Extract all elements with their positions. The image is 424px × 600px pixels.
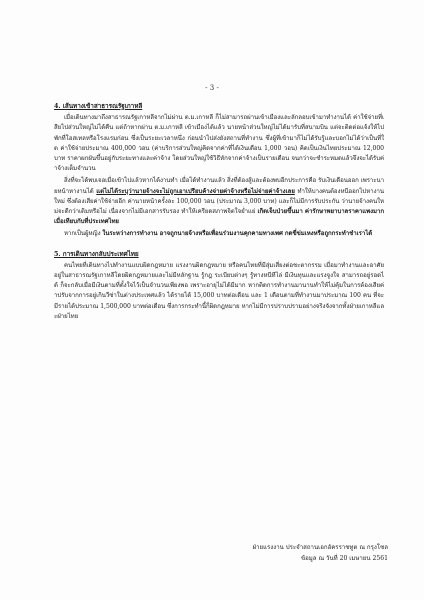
section-4-p2-text-after: ทำให้บางคนต้องหนีออกไปหางานใหม่ ซึ่งต้องเสียค่าใช้จ่ายอีก ค่านายหน้าครั้งละ 100,000 วอน (ประมาณ 3,000 บาท) และก็ไม่มีการรับประกัน ว่านายจ้างคนใหม่จะดีกว่าเดิมหรือไม่ เนื่องจากไม่มีเอกสารรับรอง ทำให้เครียดสภาพจิตใจย่ำแย่ [54, 187, 384, 216]
signature-organization: ฝ่ายแรงงาน ประจำสถานเอกอัครราชทูต ณ กรุงโซล [252, 544, 388, 551]
section-4-p2-emphasis: แต่ไม่ได้ระบุว่านายจ้างจะไม่ถูกเอาเปรียบค้างจ่ายค่าจ้างหรือไม่จ่ายค่าจ้างเลย [96, 187, 295, 195]
section-4-p3-emphasis: ในระหว่างการทำงาน อาจถูกนายจ้างหรือเพื่อนร่วมงานคุกคามทางเพศ กดขี่ข่มเหงหรือถูกกระทำชำเราได้ [102, 230, 373, 238]
section-5-paragraph-1: คนไทยที่เดินทางไปทำงานแบบผิดกฎหมาย แรงงานผิดกฎหมาย หรือคนไทยที่มีสุ่มเสี่ยงต่อชะตากรรม เมื่อมาทำงานและอาศัยอยู่ในสาธารณรัฐเกาหลีโดยผิดกฎหมายและไม่มีหลักฐาน รู้กฎ ระเบียบต่างๆ รู้ทางหนีทีไล่ มีเงินทุนและแรงจูงใจ สามารถอยู่รอดได้ ก็จะกลับเมื่อมีเงินตามที่ตั้งใจไว้เป็นจำนวนเพียงพอ เพราะอายุไม่ได้มีมาก หากติดการทำงานมานานทำให้ไม่คุ้มในการต้องเสียค่าปรับจากการอยู่เกินวีซ่าในต่างประเทศแล้ว ได้รายได้ 15,000 บาทต่อเดือน และ 1 เดือนตามที่ทำงานมาประมาณ 100 คน ที่จะมีรายได้ประมาณ 1,500,000 บาทต่อเดือน ซึ่งการกระทำนี้ก็ผิดกฎหมาย หากไม่มีการปราบปรามอย่างจริงจังจากทั้งฝ่ายเกาหลีและฝ่ายไทย [54, 261, 384, 320]
section-4-paragraph-3 [54, 229, 384, 239]
signature-date: ข้อมูล ณ วันที่ 20 เมษายน 2561 [300, 555, 388, 562]
page-number: - 3 - [205, 84, 219, 92]
section-4-p2-emphasis-2: เกิดเจ็บป่วยขึ้นมา ค่ารักษาพยาบาลราคาแพงมากเมื่อเทียบกับที่ประเทศไทย [54, 208, 384, 226]
section-4-paragraph-2 [54, 176, 384, 227]
section-5-heading: 5. การเดินทางกลับประเทศไทย [54, 249, 139, 258]
document-body [54, 100, 384, 324]
section-4-p2-text-before: สิ่งที่จะได้พบเจอเมื่อเข้าไปแล้วหากได้งานทำ เมื่อได้ทำงานแล้ว สิ่งที่ต้องสู้และต้องพบอีกประการคือ รับเงินเดือนออก เพราะนายหน้าหางานได้ [54, 177, 384, 195]
section-4-paragraph-1: เมื่อเดินทางมาถึงสาธารณรัฐเกาหลีจากไม่ผ่าน ต.ม.เกาหลี ก็ไม่สามารถผ่านเข้าเมืองและลักลอบเข้ามาทำงานได้ ค่าใช้จ่ายที่เสียไปส่วนใหญ่ไม่ได้คืน แต่ถ้าหากผ่าน ต.ม.เกาหลี เข้าเมืองได้แล้ว นายหน้าส่วนใหญ่ไม่ได้มารับที่สนามบิน แต่จะติดต่อแจ้งให้ไปพักที่โฮสเทลหรือโรงแรมก่อน ซึ่งเป็นระยะเวลาหนึ่ง ก่อนนำไปส่งยังสถานที่ทำงาน ซึ่งผู้ที่เข้ามาก็ไม่ได้รับรู้และบอกไม่ได้ว่าเป็นที่ใด ค่าใช้จ่ายประมาณ 400,000 วอน (ค่าบริการส่วนใหญ่คิดจากค่าที่ได้เงินเดือน 1,000 วอน) คิดเป็นเงินไทยประมาณ 12,000 บาท ราคาผกผันขึ้นอยู่กับระยะทางและค่าจ้าง โดยส่วนใหญ่ใช้วิธีหักจากค่าจ้างเป็นรายเดือน จนกว่าจะชำระหมดแล้วจึงจะได้รับค่าจ้างเต็มจำนวน [54, 114, 384, 173]
section-gap [54, 242, 384, 248]
section-4-p3-text-before: หากเป็นผู้หญิง [64, 230, 103, 238]
section-4-heading: 4. เส้นทางเข้าสาธารณรัฐเกาหลี [54, 102, 143, 110]
